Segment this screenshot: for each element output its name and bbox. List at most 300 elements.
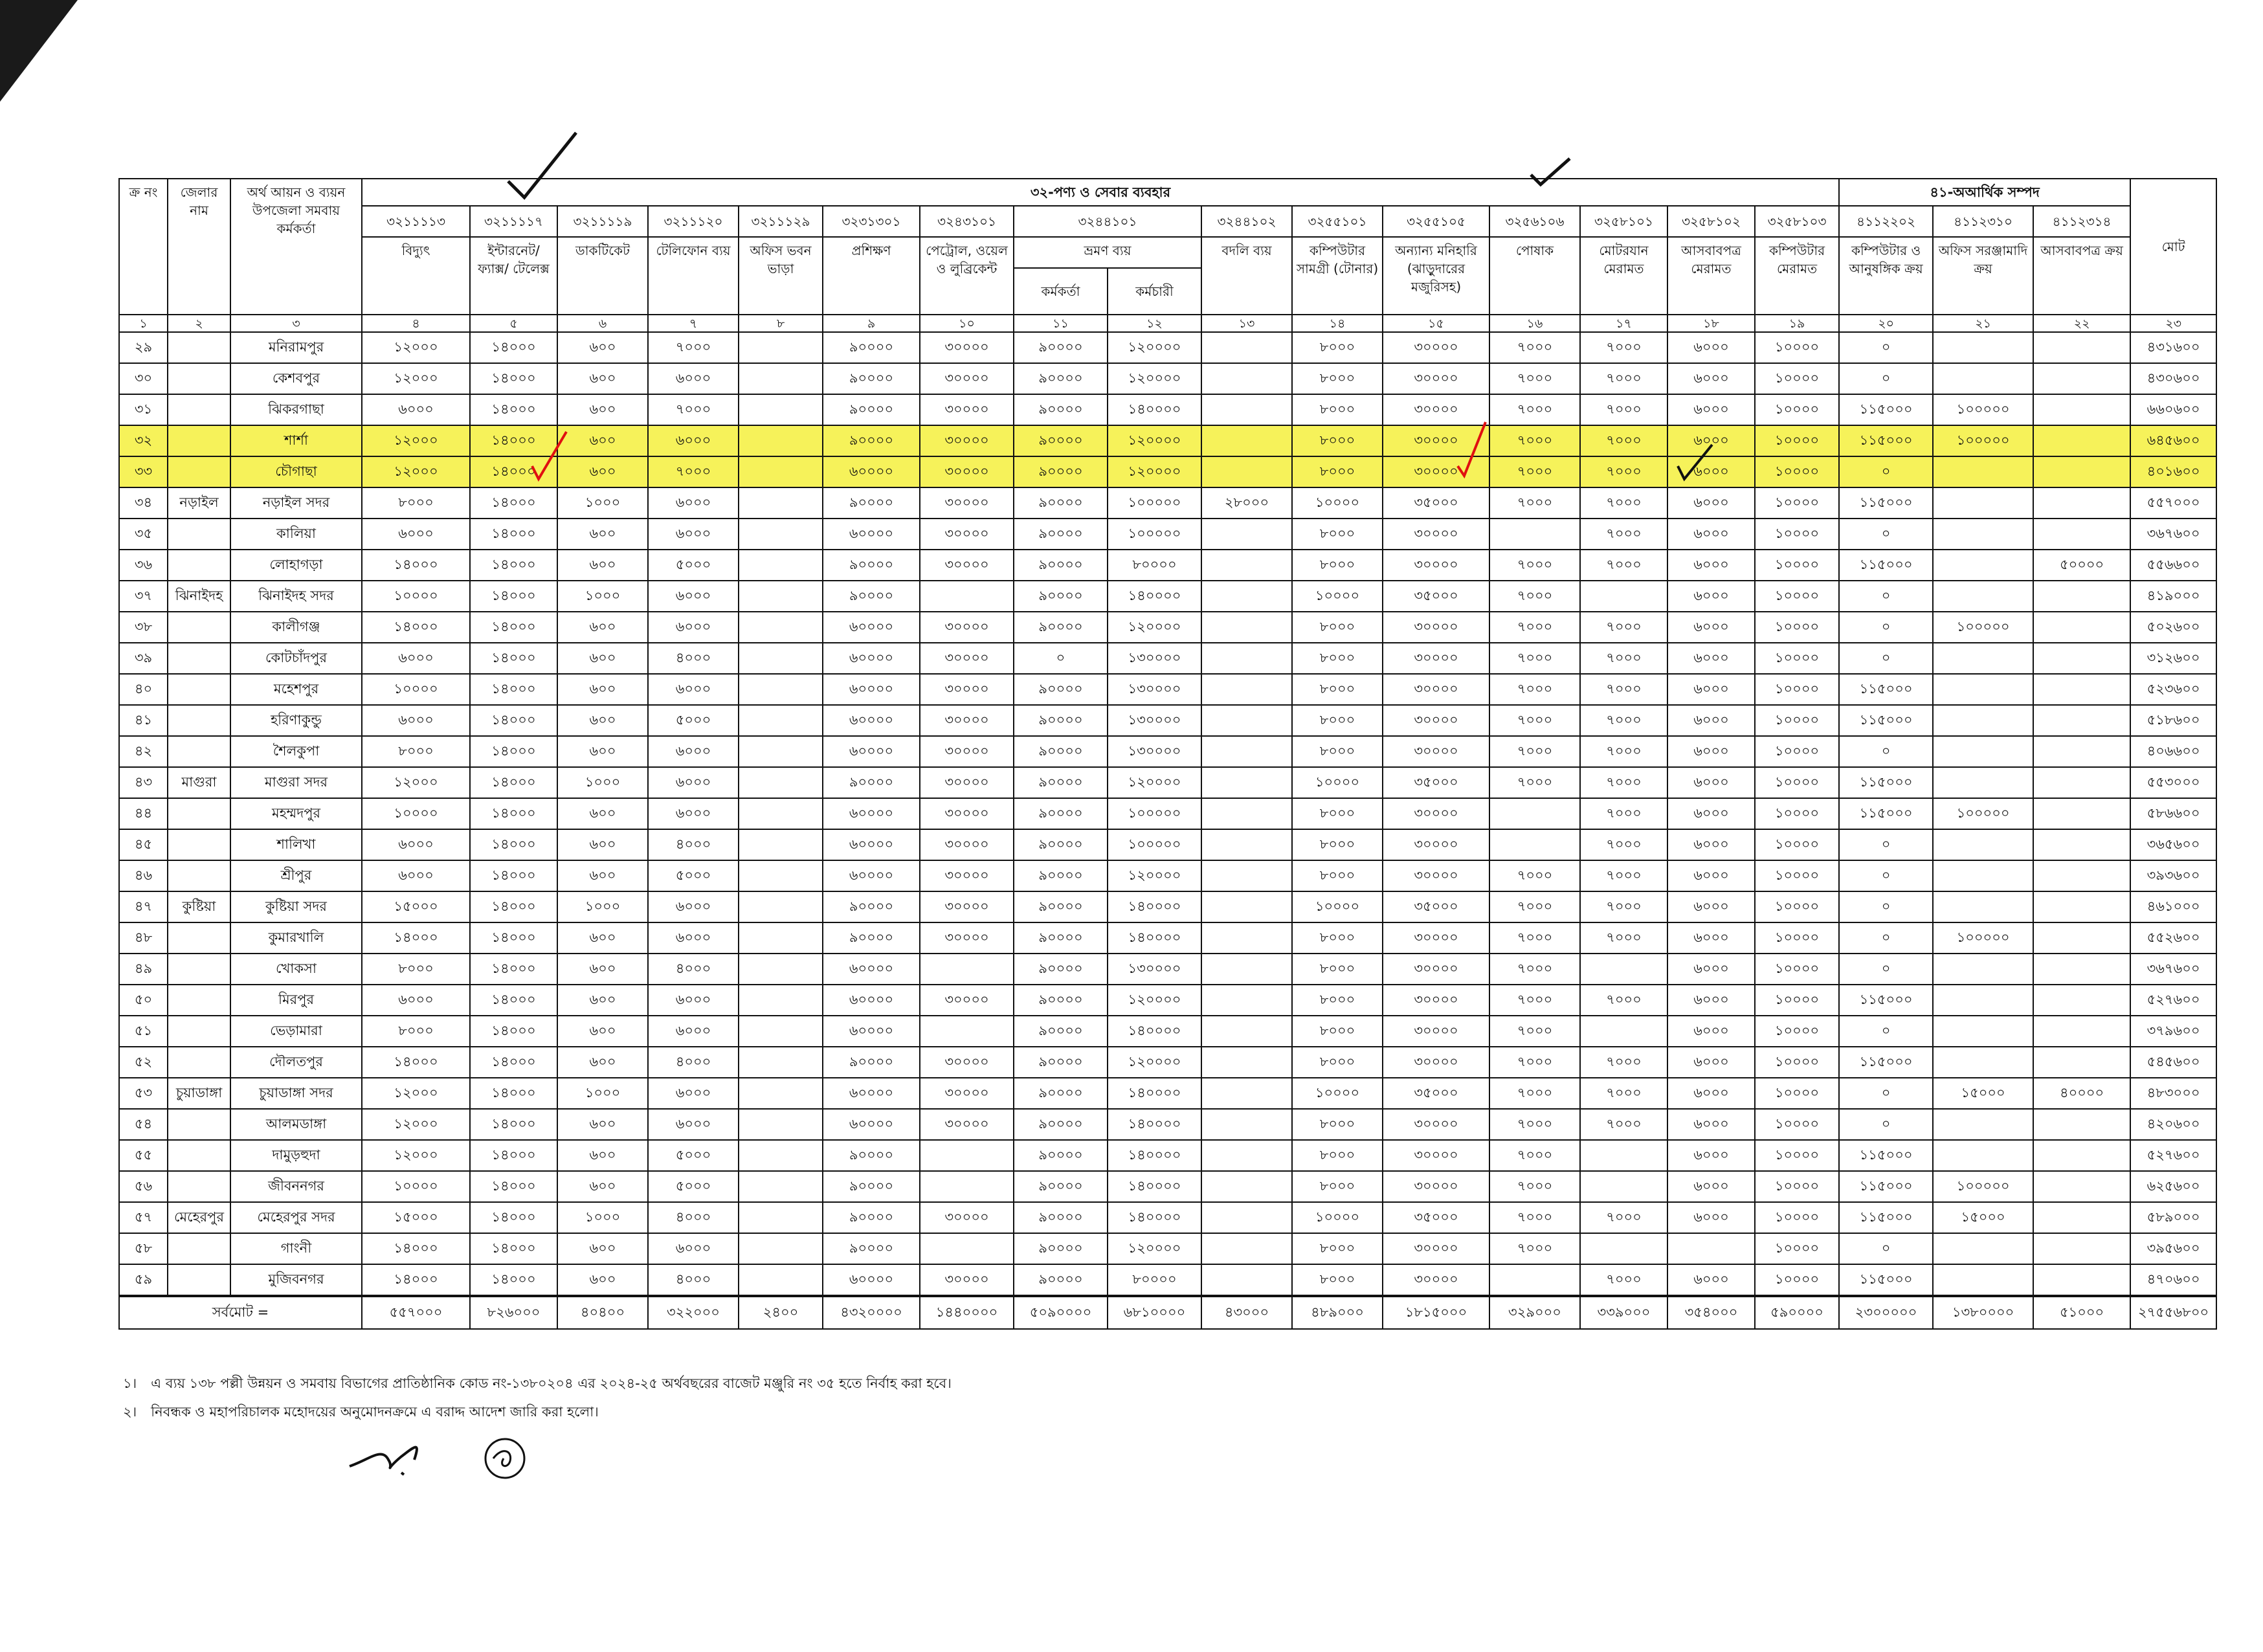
header-label: ইন্টারনেট/ ফ্যাক্স/ টেলেক্স: [470, 237, 557, 315]
officer-cell: শার্শা: [230, 425, 362, 456]
district-cell: [168, 425, 230, 456]
amount-cell: [1580, 581, 1667, 612]
amount-cell: [1201, 1016, 1292, 1047]
amount-cell: [2033, 456, 2130, 487]
amount-cell: ৬০০০: [648, 487, 739, 519]
total-cell: ৪৬১০০০: [2130, 891, 2216, 922]
serial-cell: ৫১: [119, 1016, 168, 1047]
amount-cell: ৬০০: [557, 798, 648, 829]
amount-cell: ৭০০০: [1489, 1171, 1580, 1202]
amount-cell: [1201, 612, 1292, 643]
amount-cell: ৯০০০০: [823, 332, 920, 363]
serial-cell: ৪৮: [119, 922, 168, 954]
officer-cell: চৌগাছা: [230, 456, 362, 487]
amount-cell: [1201, 891, 1292, 922]
total-cell: ৬৪৫৬০০: [2130, 425, 2216, 456]
amount-cell: ১১৫০০০: [1839, 798, 1933, 829]
amount-cell: ১০০০০: [1755, 705, 1839, 736]
column-number: ২২: [2033, 315, 2130, 332]
serial-cell: ৫৪: [119, 1109, 168, 1140]
amount-cell: ০: [1839, 1078, 1933, 1109]
amount-cell: ৬০০০: [648, 798, 739, 829]
table-row: [119, 1047, 2216, 1078]
header-label: কম্পিউটার মেরামত: [1755, 237, 1839, 315]
amount-cell: [1489, 798, 1580, 829]
amount-cell: [1201, 363, 1292, 394]
amount-cell: ৫০০০: [648, 550, 739, 581]
amount-cell: [1201, 1109, 1292, 1140]
header-label: ডাকটিকেট: [557, 237, 648, 315]
amount-cell: ১০০০০০: [1108, 519, 1201, 550]
amount-cell: ১০০০: [557, 487, 648, 519]
amount-cell: [1201, 519, 1292, 550]
amount-cell: ৩০০০০: [920, 332, 1014, 363]
amount-cell: ১০০০০: [1755, 612, 1839, 643]
amount-cell: [2033, 860, 2130, 891]
total-cell: ৪৩১৬০০: [2130, 332, 2216, 363]
amount-cell: ১২০০০০: [1108, 425, 1201, 456]
amount-cell: ৬০০: [557, 1016, 648, 1047]
total-cell: ৩৬৫৬০০: [2130, 829, 2216, 860]
amount-cell: ১০০০০০: [1108, 829, 1201, 860]
amount-cell: [2033, 581, 2130, 612]
serial-cell: ৪৪: [119, 798, 168, 829]
amount-cell: ০: [1839, 954, 1933, 985]
officer-cell: শালিখা: [230, 829, 362, 860]
grand-total-value: ১৮১৫০০০: [1383, 1296, 1489, 1329]
amount-cell: ১৪০০০: [470, 1233, 557, 1264]
total-cell: ৩৭৯৬০০: [2130, 1016, 2216, 1047]
amount-cell: ৩০০০০: [920, 767, 1014, 798]
amount-cell: [1933, 581, 2033, 612]
amount-cell: ৯০০০০: [1014, 456, 1108, 487]
amount-cell: ১৪০০০: [362, 1047, 470, 1078]
amount-cell: ১৪০০০: [470, 1171, 557, 1202]
amount-cell: ৬০০০: [648, 519, 739, 550]
district-cell: মেহেরপুর: [168, 1202, 230, 1233]
amount-cell: ১১৫০০০: [1839, 487, 1933, 519]
amount-cell: [1201, 860, 1292, 891]
amount-cell: ১৪০০০: [362, 1233, 470, 1264]
amount-cell: ৯০০০০: [823, 487, 920, 519]
amount-cell: ৭০০০: [1580, 1078, 1667, 1109]
column-number: ১৪: [1292, 315, 1383, 332]
amount-cell: ৬০০০: [362, 985, 470, 1016]
amount-cell: [1667, 1233, 1755, 1264]
header-label: অফিস সরঞ্জামাদি ক্রয়: [1933, 237, 2033, 315]
district-cell: [168, 1171, 230, 1202]
amount-cell: [1933, 674, 2033, 705]
officer-cell: গাংনী: [230, 1233, 362, 1264]
amount-cell: ৩০০০০: [1383, 1016, 1489, 1047]
amount-cell: ৬০০০: [1667, 674, 1755, 705]
amount-cell: ৮০০০: [1292, 332, 1383, 363]
header-label: প্রশিক্ষণ: [823, 237, 920, 315]
amount-cell: ৬০০০: [1667, 829, 1755, 860]
amount-cell: ৫০০০: [648, 1140, 739, 1171]
amount-cell: ১০০০০০: [1933, 612, 2033, 643]
serial-cell: ৪৯: [119, 954, 168, 985]
amount-cell: ১০০০: [557, 581, 648, 612]
total-cell: ৫০২৬০০: [2130, 612, 2216, 643]
amount-cell: [1201, 1233, 1292, 1264]
amount-cell: ৪০০০: [648, 643, 739, 674]
serial-cell: ৩৭: [119, 581, 168, 612]
amount-cell: ৭০০০: [1580, 985, 1667, 1016]
amount-cell: ৮০০০০: [1108, 1264, 1201, 1296]
amount-cell: ৩০০০০: [1383, 829, 1489, 860]
amount-cell: ১৩০০০০: [1108, 736, 1201, 767]
amount-cell: ১৪০০০: [470, 736, 557, 767]
amount-cell: ৪০০০: [648, 1264, 739, 1296]
amount-cell: ১১৫০০০: [1839, 1202, 1933, 1233]
total-cell: ৫২৭৬০০: [2130, 985, 2216, 1016]
column-number: ৮: [739, 315, 823, 332]
amount-cell: ৯০০০০: [823, 1140, 920, 1171]
district-cell: [168, 985, 230, 1016]
amount-cell: ৭০০০: [1489, 1016, 1580, 1047]
amount-cell: ১১৫০০০: [1839, 550, 1933, 581]
column-number: ৪: [362, 315, 470, 332]
district-cell: [168, 736, 230, 767]
grand-total-value: ৮২৬০০০: [470, 1296, 557, 1329]
amount-cell: ০: [1839, 922, 1933, 954]
amount-cell: ৮০০০০: [1108, 550, 1201, 581]
amount-cell: ১০০০০০: [1933, 425, 2033, 456]
amount-cell: ৭০০০: [1489, 860, 1580, 891]
amount-cell: ১৪০০০: [470, 1016, 557, 1047]
amount-cell: [1580, 1171, 1667, 1202]
total-cell: ৫১৮৬০০: [2130, 705, 2216, 736]
amount-cell: ৬০০০: [1667, 425, 1755, 456]
amount-cell: ১৪০০০: [470, 829, 557, 860]
officer-cell: মেহেরপুর সদর: [230, 1202, 362, 1233]
amount-cell: [1580, 1233, 1667, 1264]
amount-cell: ৬০০০: [1667, 767, 1755, 798]
amount-cell: [2033, 954, 2130, 985]
amount-cell: ৬০০: [557, 954, 648, 985]
amount-cell: ৬০০০: [1667, 1078, 1755, 1109]
amount-cell: ৩০০০০: [1383, 798, 1489, 829]
amount-cell: ৫০০০: [648, 705, 739, 736]
amount-cell: ৭০০০: [1580, 922, 1667, 954]
amount-cell: ৮০০০: [362, 1016, 470, 1047]
amount-cell: ৬০০০: [1667, 487, 1755, 519]
amount-cell: ৭০০০: [1489, 550, 1580, 581]
amount-cell: ৮০০০: [1292, 922, 1383, 954]
serial-cell: ৫৯: [119, 1264, 168, 1296]
amount-cell: ৬০০০: [1667, 550, 1755, 581]
serial-cell: ৩৮: [119, 612, 168, 643]
grand-total-value: ৫৫৭০০০: [362, 1296, 470, 1329]
header-label: পোষাক: [1489, 237, 1580, 315]
total-cell: ৪২০৬০০: [2130, 1109, 2216, 1140]
amount-cell: ৬০০০: [1667, 1016, 1755, 1047]
amount-cell: [1933, 1047, 2033, 1078]
grand-total-value: ৩৫৪০০০: [1667, 1296, 1755, 1329]
amount-cell: [920, 581, 1014, 612]
amount-cell: ১৪০০০: [470, 798, 557, 829]
amount-cell: ১০০০০: [1755, 487, 1839, 519]
amount-cell: ১০০০০: [1292, 487, 1383, 519]
amount-cell: ৭০০০: [1580, 425, 1667, 456]
amount-cell: ১০০০০: [1755, 1047, 1839, 1078]
amount-cell: ৩০০০০: [920, 643, 1014, 674]
header-code: ৩২৪৪১০২: [1201, 206, 1292, 237]
grand-total-value: ৩৩৯০০০: [1580, 1296, 1667, 1329]
amount-cell: ১৪০০০: [470, 674, 557, 705]
amount-cell: ৩০০০০: [920, 798, 1014, 829]
amount-cell: ৩০০০০: [920, 612, 1014, 643]
amount-cell: [739, 332, 823, 363]
header-serial: ক্র নং: [119, 179, 168, 315]
amount-cell: ১০০০: [557, 1202, 648, 1233]
amount-cell: ১০০০০০: [1108, 798, 1201, 829]
amount-cell: ৮০০০: [1292, 1233, 1383, 1264]
amount-cell: [1201, 425, 1292, 456]
amount-cell: ৬০০: [557, 1140, 648, 1171]
serial-cell: ৩৩: [119, 456, 168, 487]
total-cell: ৩৬৭৬০০: [2130, 954, 2216, 985]
amount-cell: ১৪০০০: [470, 643, 557, 674]
district-cell: [168, 456, 230, 487]
header-group-goods-services: ৩২-পণ্য ও সেবার ব্যবহার: [362, 179, 1839, 206]
amount-cell: [1201, 829, 1292, 860]
amount-cell: [1933, 519, 2033, 550]
column-number: ১০: [920, 315, 1014, 332]
header-code: ৩২১১১১৭: [470, 206, 557, 237]
amount-cell: ৩৫০০০: [1383, 581, 1489, 612]
amount-cell: [1933, 1233, 2033, 1264]
amount-cell: ৬০০: [557, 519, 648, 550]
district-cell: [168, 394, 230, 425]
amount-cell: ৬০০: [557, 1109, 648, 1140]
amount-cell: ০: [1839, 456, 1933, 487]
header-label: বদলি ব্যয়: [1201, 237, 1292, 315]
amount-cell: [739, 767, 823, 798]
header-label: পেট্রোল, ওয়েল ও লুব্রিকেন্ট: [920, 237, 1014, 315]
amount-cell: ১০০০০: [362, 581, 470, 612]
amount-cell: [1933, 363, 2033, 394]
amount-cell: ১৩০০০০: [1108, 705, 1201, 736]
amount-cell: [2033, 1171, 2130, 1202]
amount-cell: ৭০০০: [1489, 1109, 1580, 1140]
district-cell: [168, 363, 230, 394]
district-cell: চুয়াডাঙ্গা: [168, 1078, 230, 1109]
amount-cell: [1489, 829, 1580, 860]
header-code: ৩২১১১২০: [648, 206, 739, 237]
total-cell: ৫৫৭০০০: [2130, 487, 2216, 519]
amount-cell: ৭০০০: [1580, 798, 1667, 829]
header-code: ৩২৪৩১০১: [920, 206, 1014, 237]
table-row: [119, 1109, 2216, 1140]
amount-cell: [739, 487, 823, 519]
amount-cell: ৬০০০: [362, 860, 470, 891]
total-cell: ৩৯৩৬০০: [2130, 860, 2216, 891]
district-cell: [168, 1264, 230, 1296]
amount-cell: ৩০০০০: [1383, 1264, 1489, 1296]
amount-cell: ১০০০০: [1755, 1171, 1839, 1202]
amount-cell: ৮০০০: [1292, 1171, 1383, 1202]
amount-cell: ১৪০০০০: [1108, 1016, 1201, 1047]
amount-cell: [1201, 550, 1292, 581]
column-number: ১৩: [1201, 315, 1292, 332]
serial-cell: ৫৫: [119, 1140, 168, 1171]
amount-cell: ৮০০০: [1292, 674, 1383, 705]
amount-cell: ৭০০০: [1580, 674, 1667, 705]
amount-cell: ৭০০০: [1580, 332, 1667, 363]
serial-cell: ৫৬: [119, 1171, 168, 1202]
amount-cell: ৯০০০০: [1014, 363, 1108, 394]
amount-cell: ১০০০০০: [1108, 487, 1201, 519]
amount-cell: ৩০০০০: [1383, 674, 1489, 705]
amount-cell: ৬০০০০: [823, 829, 920, 860]
amount-cell: ১৪০০০: [470, 394, 557, 425]
amount-cell: [739, 425, 823, 456]
amount-cell: ৬০০০০: [823, 1264, 920, 1296]
amount-cell: ৬০০০০: [823, 1016, 920, 1047]
amount-cell: ৯০০০০: [823, 363, 920, 394]
amount-cell: ৩০০০০: [920, 1047, 1014, 1078]
amount-cell: ৬০০০: [1667, 860, 1755, 891]
table-row: [119, 1016, 2216, 1047]
amount-cell: ৭০০০: [1489, 705, 1580, 736]
amount-cell: [2033, 363, 2130, 394]
total-cell: ৬২৫৬০০: [2130, 1171, 2216, 1202]
amount-cell: ৯০০০০: [1014, 1202, 1108, 1233]
grand-total-value: ৪৩০০০: [1201, 1296, 1292, 1329]
amount-cell: ১৩০০০০: [1108, 643, 1201, 674]
amount-cell: ৩০০০০: [1383, 332, 1489, 363]
amount-cell: ৬০০০: [1667, 456, 1755, 487]
amount-cell: ৩০০০০: [920, 425, 1014, 456]
amount-cell: [1933, 891, 2033, 922]
amount-cell: ৬০০০০: [823, 1109, 920, 1140]
amount-cell: ৯০০০০: [1014, 985, 1108, 1016]
amount-cell: ৬০০০০: [823, 736, 920, 767]
amount-cell: ৭০০০: [1580, 860, 1667, 891]
amount-cell: ৮০০০: [1292, 705, 1383, 736]
amount-cell: ৬০০০: [1667, 736, 1755, 767]
officer-cell: ঝিনাইদহ সদর: [230, 581, 362, 612]
amount-cell: ১০০০০০: [1933, 798, 2033, 829]
amount-cell: ৩০০০০: [920, 860, 1014, 891]
officer-cell: দামুড়হুদা: [230, 1140, 362, 1171]
amount-cell: [1933, 643, 2033, 674]
total-cell: ৪১৯০০০: [2130, 581, 2216, 612]
total-cell: ৫৫২৬০০: [2130, 922, 2216, 954]
amount-cell: [1580, 1140, 1667, 1171]
officer-cell: দৌলতপুর: [230, 1047, 362, 1078]
amount-cell: ৩০০০০: [1383, 643, 1489, 674]
header-label: টেলিফোন ব্যয়: [648, 237, 739, 315]
amount-cell: [920, 1140, 1014, 1171]
amount-cell: ৭০০০: [1580, 829, 1667, 860]
amount-cell: ১০০০০: [1292, 1202, 1383, 1233]
amount-cell: [1201, 1047, 1292, 1078]
amount-cell: ১৪০০০: [470, 1047, 557, 1078]
amount-cell: [920, 954, 1014, 985]
amount-cell: ০: [1839, 581, 1933, 612]
amount-cell: ৮০০০: [1292, 954, 1383, 985]
amount-cell: ০: [1839, 519, 1933, 550]
header-travel-officer: কর্মকর্তা: [1014, 268, 1108, 315]
amount-cell: ১৪০০০: [470, 860, 557, 891]
header-officer: অর্থ আয়ন ও ব্যয়ন উপজেলা সমবায় কর্মকর্তা: [230, 179, 362, 315]
serial-cell: ৪২: [119, 736, 168, 767]
amount-cell: ১২০০০: [362, 1078, 470, 1109]
amount-cell: ৩০০০০: [1383, 550, 1489, 581]
amount-cell: [2033, 1016, 2130, 1047]
amount-cell: ৩০০০০: [1383, 394, 1489, 425]
amount-cell: ৮০০০: [1292, 985, 1383, 1016]
amount-cell: ১১৫০০০: [1839, 1264, 1933, 1296]
amount-cell: ৬০০: [557, 860, 648, 891]
amount-cell: [739, 394, 823, 425]
amount-cell: ৬০০০: [1667, 922, 1755, 954]
table-row: [119, 550, 2216, 581]
serial-cell: ৩২: [119, 425, 168, 456]
amount-cell: ৭০০০: [1489, 487, 1580, 519]
signature-marks: [343, 1421, 550, 1492]
amount-cell: ৬০০: [557, 456, 648, 487]
amount-cell: [1201, 767, 1292, 798]
amount-cell: ১০০০০: [1755, 643, 1839, 674]
amount-cell: ১৪০০০০: [1108, 891, 1201, 922]
amount-cell: ১০০০০: [1755, 1109, 1839, 1140]
amount-cell: ১৪০০০: [362, 922, 470, 954]
amount-cell: ০: [1839, 363, 1933, 394]
amount-cell: ১২০০০: [362, 1140, 470, 1171]
amount-cell: ১৫০০০: [1933, 1202, 2033, 1233]
amount-cell: ৩০০০০: [1383, 736, 1489, 767]
total-cell: ৪৭০৬০০: [2130, 1264, 2216, 1296]
amount-cell: ১০০০০: [1755, 363, 1839, 394]
amount-cell: ৬০০০: [648, 1078, 739, 1109]
amount-cell: ১৪০০০০: [1108, 922, 1201, 954]
table-row: [119, 425, 2216, 456]
table-body: [119, 332, 2216, 1329]
total-cell: ৫৪৫৬০০: [2130, 1047, 2216, 1078]
serial-cell: ৫২: [119, 1047, 168, 1078]
amount-cell: ৭০০০: [1580, 1109, 1667, 1140]
footnote-text: নিবন্ধক ও মহাপরিচালক মহোদয়ের অনুমোদনক্রমে এ বরাদ্দ আদেশ জারি করা হলো।: [151, 1404, 599, 1420]
amount-cell: ৬০০: [557, 829, 648, 860]
officer-cell: চুয়াডাঙ্গা সদর: [230, 1078, 362, 1109]
amount-cell: ১০০০০: [1755, 674, 1839, 705]
district-cell: [168, 674, 230, 705]
amount-cell: ৭০০০: [1580, 1202, 1667, 1233]
officer-cell: কালিয়া: [230, 519, 362, 550]
header-group-nonfinancial-assets: ৪১-অআর্থিক সম্পদ: [1839, 179, 2130, 206]
amount-cell: [1580, 954, 1667, 985]
header-code: ৩২৫৮১০৩: [1755, 206, 1839, 237]
amount-cell: ১০০০০: [1755, 332, 1839, 363]
amount-cell: [1201, 1171, 1292, 1202]
amount-cell: [739, 922, 823, 954]
amount-cell: ৪০০০: [648, 954, 739, 985]
officer-cell: মহেশপুর: [230, 674, 362, 705]
grand-total-value: ৪৮৯০০০: [1292, 1296, 1383, 1329]
amount-cell: ৯০০০০: [1014, 736, 1108, 767]
amount-cell: [1933, 550, 2033, 581]
amount-cell: [2033, 985, 2130, 1016]
district-cell: [168, 1016, 230, 1047]
amount-cell: ৮০০০: [362, 954, 470, 985]
amount-cell: ৮০০০: [1292, 643, 1383, 674]
amount-cell: ১০০০০: [1755, 1202, 1839, 1233]
amount-cell: ৬০০০: [1667, 519, 1755, 550]
